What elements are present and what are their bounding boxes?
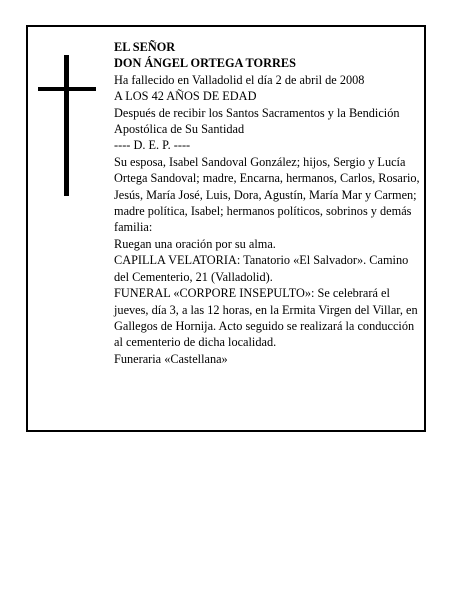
obituary-text — [114, 39, 426, 367]
family: Su esposa, Isabel Sandoval González; hijos, Sergio y Lucía Ortega Sandoval; madre, Encarna, hermanos, Carlos, Rosario, Jesús, María José, Luis, Dora, Agustín, María Mar y Carmen; madre política, Isabel; hermanos políticos, sobrinos y demás familia: — [114, 154, 420, 235]
dep: ---- D. E. P. ---- — [114, 138, 191, 153]
age: A LOS 42 AÑOS DE EDAD — [114, 89, 257, 104]
funeral: FUNERAL «CORPORE INSEPULTO»: Se celebrará el jueves, día 3, a las 12 horas, en la Ermita Virgen del Villar, en Gallegos de Hornija. Acto seguido se realizará la conducción al cementerio de dicha localidad. — [114, 286, 418, 350]
death-notice: Ha fallecido en Valladolid el día 2 de abril de 2008 — [114, 72, 365, 87]
prayer: Ruegan una oración por su alma. — [114, 236, 276, 251]
funeral-home: Funeraria «Castellana» — [114, 351, 228, 366]
sacraments: Después de recibir los Santos Sacramentos y la Bendición Apostólica de Su Santidad — [114, 105, 400, 137]
chapel: CAPILLA VELATORIA: Tanatorio «El Salvador». Camino del Cementerio, 21 (Valladolid). — [114, 253, 409, 284]
deceased-name: DON ÁNGEL ORTEGA TORRES — [114, 56, 296, 71]
cross-icon — [64, 55, 69, 196]
honorific: EL SEÑOR — [114, 40, 176, 54]
cross-icon-bar — [38, 87, 96, 91]
